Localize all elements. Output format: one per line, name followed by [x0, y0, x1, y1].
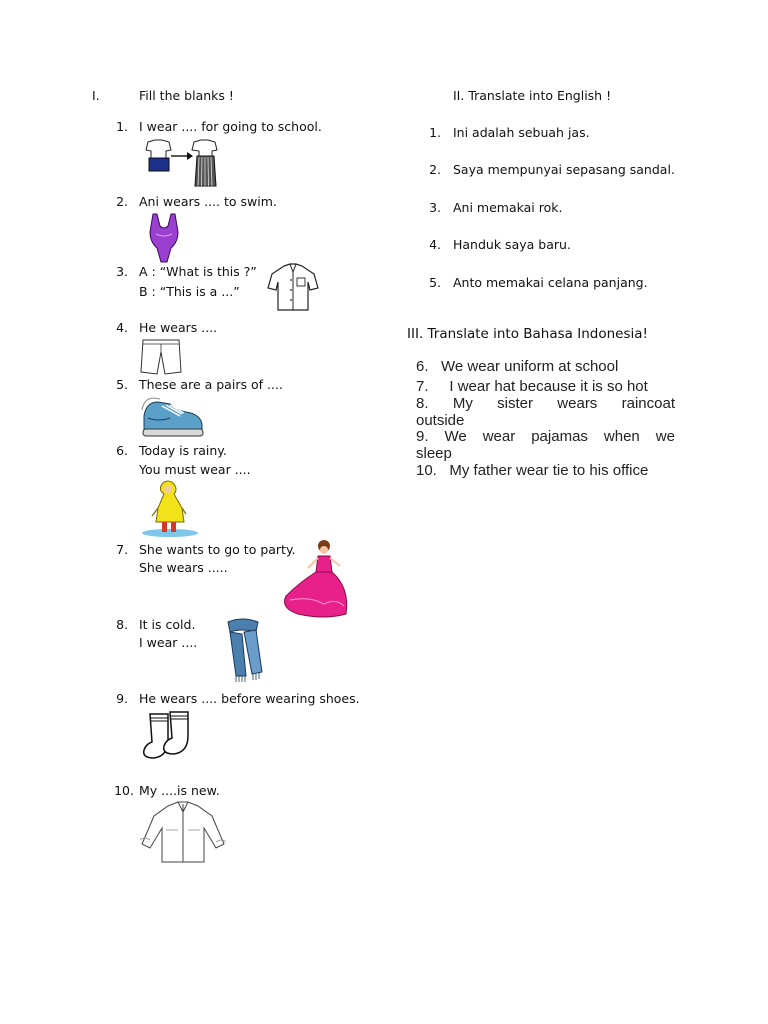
s3-item: [416, 428, 675, 445]
section3-title: III. Translate into Bahasa Indonesia!: [407, 326, 648, 342]
s3-item-continuation: outside: [416, 412, 465, 429]
s3-word: pajamas: [531, 428, 588, 445]
s3-item-num: 6.: [416, 358, 429, 375]
section1-numeral: I.: [92, 88, 100, 103]
s3-item: [416, 462, 648, 479]
section1-title: Fill the blanks !: [139, 88, 234, 103]
s2-item-num: 2.: [429, 162, 441, 177]
s3-item-num: 8.: [416, 395, 429, 412]
sneakers-icon: [140, 396, 206, 442]
s1-item-text: He wears .... before wearing shoes.: [139, 691, 360, 706]
s3-item-text: My father wear tie to his office: [449, 462, 649, 479]
s3-item: [416, 358, 618, 375]
shirt-icon: [266, 262, 320, 314]
s3-item-text: I wear hat because it is so hot: [449, 378, 648, 395]
s1-item-num: 8.: [116, 617, 128, 632]
s3-word: when: [603, 428, 640, 445]
s3-item-num: 9.: [416, 428, 429, 445]
s2-item-num: 4.: [429, 237, 441, 252]
s1-item-text: These are a pairs of ....: [139, 377, 283, 392]
s3-word: sister: [497, 395, 533, 412]
s3-word: wear: [482, 428, 516, 445]
raincoat-icon: [138, 478, 200, 538]
s3-item: [416, 378, 648, 395]
s3-item-text: We wear uniform at school: [441, 358, 619, 375]
s3-word: raincoat: [621, 395, 675, 412]
s1-item-num: 4.: [116, 320, 128, 335]
s1-item-text: You must wear ....: [139, 462, 251, 477]
party-dress-icon: [280, 538, 350, 622]
s3-item: [416, 395, 675, 412]
s1-item-text: He wears ....: [139, 320, 218, 335]
s1-item-text: She wants to go to party.: [139, 542, 296, 557]
s3-word: We: [444, 428, 467, 445]
s1-item-num: 7.: [116, 542, 128, 557]
swimsuit-icon: [144, 212, 184, 264]
socks-icon: [140, 710, 198, 762]
s1-item-text: She wears .....: [139, 560, 228, 575]
s1-item-num: 6.: [116, 443, 128, 458]
s1-item-text: Today is rainy.: [139, 443, 227, 458]
s1-item-num: 3.: [116, 264, 128, 279]
s1-item-text: A : “What is this ?”: [139, 264, 257, 279]
scarf-icon: [222, 618, 264, 684]
s3-item-num: 10.: [416, 462, 437, 479]
s2-item-num: 5.: [429, 275, 441, 290]
jacket-icon: [138, 800, 226, 866]
s2-item-text: Ani memakai rok.: [453, 200, 563, 215]
school-uniform-icon: [144, 140, 216, 188]
s2-item-text: Anto memakai celana panjang.: [453, 275, 648, 290]
s1-item-num: 9.: [116, 691, 128, 706]
s1-item-text: It is cold.: [139, 617, 196, 632]
s1-item-num: 1.: [116, 119, 128, 134]
s1-item-num: 5.: [116, 377, 128, 392]
s3-word: My: [452, 395, 473, 412]
s2-item-num: 3.: [429, 200, 441, 215]
s1-item-text: B : “This is a ...”: [139, 284, 240, 299]
s3-word: wears: [557, 395, 598, 412]
s1-item-num: 10.: [114, 783, 134, 798]
s1-item-text: I wear ....: [139, 635, 198, 650]
s3-item-continuation: sleep: [416, 445, 452, 462]
s3-item-num: 7.: [416, 378, 429, 395]
s1-item-text: I wear .... for going to school.: [139, 119, 322, 134]
s2-item-text: Saya mempunyai sepasang sandal.: [453, 162, 675, 177]
s1-item-text: My ....is new.: [139, 783, 220, 798]
s1-item-num: 2.: [116, 194, 128, 209]
shorts-icon: [140, 338, 182, 376]
s2-item-num: 1.: [429, 125, 441, 140]
s2-item-text: Ini adalah sebuah jas.: [453, 125, 590, 140]
s2-item-text: Handuk saya baru.: [453, 237, 571, 252]
s3-word: we: [655, 428, 675, 445]
s1-item-text: Ani wears .... to swim.: [139, 194, 277, 209]
section2-title: II. Translate into English !: [453, 88, 612, 103]
